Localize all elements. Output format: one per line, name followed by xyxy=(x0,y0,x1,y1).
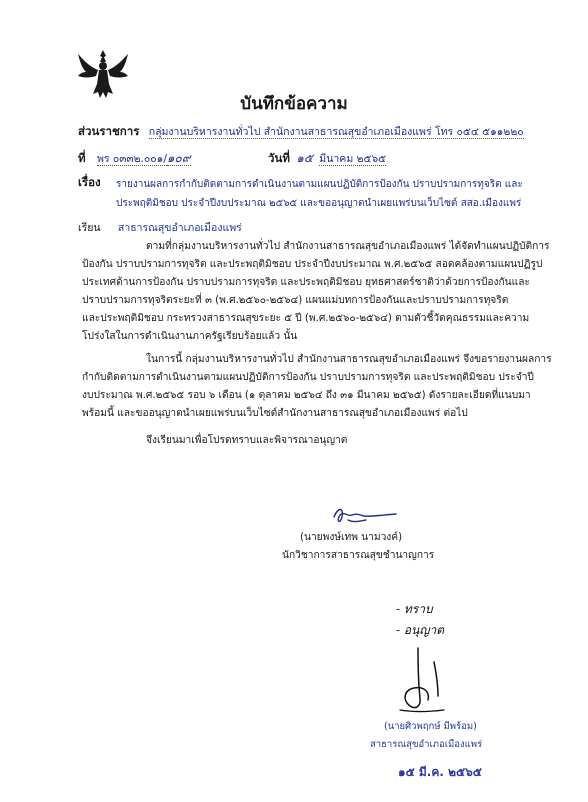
closing-text: จึงเรียนมาเพื่อโปรดทราบและพิจารณาอนุญาต xyxy=(146,435,348,446)
paragraph-1-line: ตามที่กลุ่มงานบริหารงานทั่วไป สำนักงานสาธารณสุขอำเภอเมืองแพร่ ได้จัดทำแผนปฏิบัติการ xyxy=(146,241,550,252)
paragraph-1-line: โปร่งใสในการดำเนินงานภาครัฐเรียบร้อยแล้ว นั้น xyxy=(82,331,298,342)
to-value: สาธารณสุขอำเภอเมืองแพร่ xyxy=(117,222,242,234)
ref-row xyxy=(78,149,191,168)
ref-label: ที่ xyxy=(78,151,86,165)
signer-position: นักวิชาการสาธารณสุขชำนาญการ xyxy=(282,550,435,561)
paragraph-2-line: ในการนี้ กลุ่มงานบริหารงานทั่วไป สำนักงานสาธารณสุขอำเภอเมืองแพร่ จึงขอรายงานผลการ xyxy=(146,354,552,365)
ref-value: พร ๐๓๓๒.๐๐๑/ xyxy=(96,153,167,165)
approver-signature-icon xyxy=(388,640,468,718)
date-value: มีนาคม ๒๕๖๕ xyxy=(319,153,387,165)
date-row xyxy=(268,149,386,168)
signer-name: (นายพงษ์เทพ นามวงค์) xyxy=(300,532,403,543)
paragraph-1-line: ป้องกัน ปราบปรามการทุจริต และประพฤติมิชอบ ประจำปีงบประมาณ พ.ศ.๒๕๖๕ สอดคล้องตามแผนปฏิรูป xyxy=(82,259,543,270)
handwritten-note: - อนุญาต xyxy=(396,623,445,637)
agency-value: กลุ่มงานบริหารงานทั่วไป สำนักงานสาธารณสุขอำเภอเมืองแพร่ โทร ๐๕๔ ๕๑๑๒๒๐ xyxy=(148,126,524,138)
subject-line-2: ประพฤติมิชอบ ประจำปีงบประมาณ ๒๕๖๕ และขออนุญาตนำเผยแพร่บนเว็บไซต์ สสอ.เมืองแพร่ xyxy=(116,198,522,209)
agency-row xyxy=(78,123,524,141)
approver-name: (นายศิวพฤกษ์ มีพร้อม) xyxy=(384,721,477,732)
paragraph-1 xyxy=(82,238,549,346)
paragraph-2-line: งบประมาณ พ.ศ.๒๕๖๕ รอบ ๖ เดือน (๑ ตุลาคม ๒๕๖๔ ถึง ๓๑ มีนาคม ๒๕๖๕) ดังรายละเอียดที่แนบมา xyxy=(82,390,531,401)
approver-date-stamp: ๑๕ มี.ค. ๒๕๖๕ xyxy=(398,765,482,779)
to-label: เรียน xyxy=(78,222,101,234)
ref-handwritten-number: ๑๐๙ xyxy=(166,151,191,165)
agency-label: ส่วนราชการ xyxy=(78,124,140,138)
paragraph-1-line: ปราบปรามการทุจริตระยะที่ ๓ (พ.ศ.๒๕๖๐-๒๕๖๔) แผนแม่บทการป้องกันและปราบปรามการทุจริต xyxy=(82,295,509,306)
paragraph-2-line: กำกับติดตามการดำเนินงานตามแผนปฏิบัติการป้องกัน ปราบปรามการทุจริต และประพฤติมิชอบ ประจำปี xyxy=(82,372,534,383)
date-handwritten-day: ๑๕ xyxy=(296,151,313,165)
approver-position: สาธารณสุขอำเภอเมืองแพร่ xyxy=(370,739,483,750)
paragraph-2 xyxy=(82,351,552,423)
signer-signature-icon xyxy=(330,503,400,529)
paragraph-2-line: พร้อมนี้ และขออนุญาตนำเผยแพร่บนเว็บไซต์สำนักงานสาธารณสุขอำเภอเมืองแพร่ ต่อไป xyxy=(82,408,468,419)
subject-line-1: รายงานผลการกำกับติดตามการดำเนินงานตามแผนปฏิบัติการป้องกัน ปราบปรามการทุจริต และ xyxy=(116,179,523,190)
subject-text xyxy=(116,175,523,213)
subject-label: เรื่อง xyxy=(78,175,101,189)
subject-row xyxy=(78,174,101,192)
paragraph-1-line: ประเทศด้านการป้องกัน ปราบปรามการทุจริต และประพฤติมิชอบ ยุทธศาสตร์ชาติว่าด้วยการป้องกันและ xyxy=(82,277,530,288)
memo-title: บันทึกข้อความ xyxy=(240,94,348,114)
handwritten-note: - ทราบ xyxy=(396,602,433,616)
to-row xyxy=(78,219,242,236)
paragraph-1-line: และประพฤติมิชอบ กระทรวงสาธารณสุขระยะ ๕ ปี (พ.ศ.๒๕๖๐-๒๕๖๔) ตามตัวชี้วัดคุณธรรมและความ xyxy=(82,313,530,324)
date-label: วันที่ xyxy=(268,151,290,165)
